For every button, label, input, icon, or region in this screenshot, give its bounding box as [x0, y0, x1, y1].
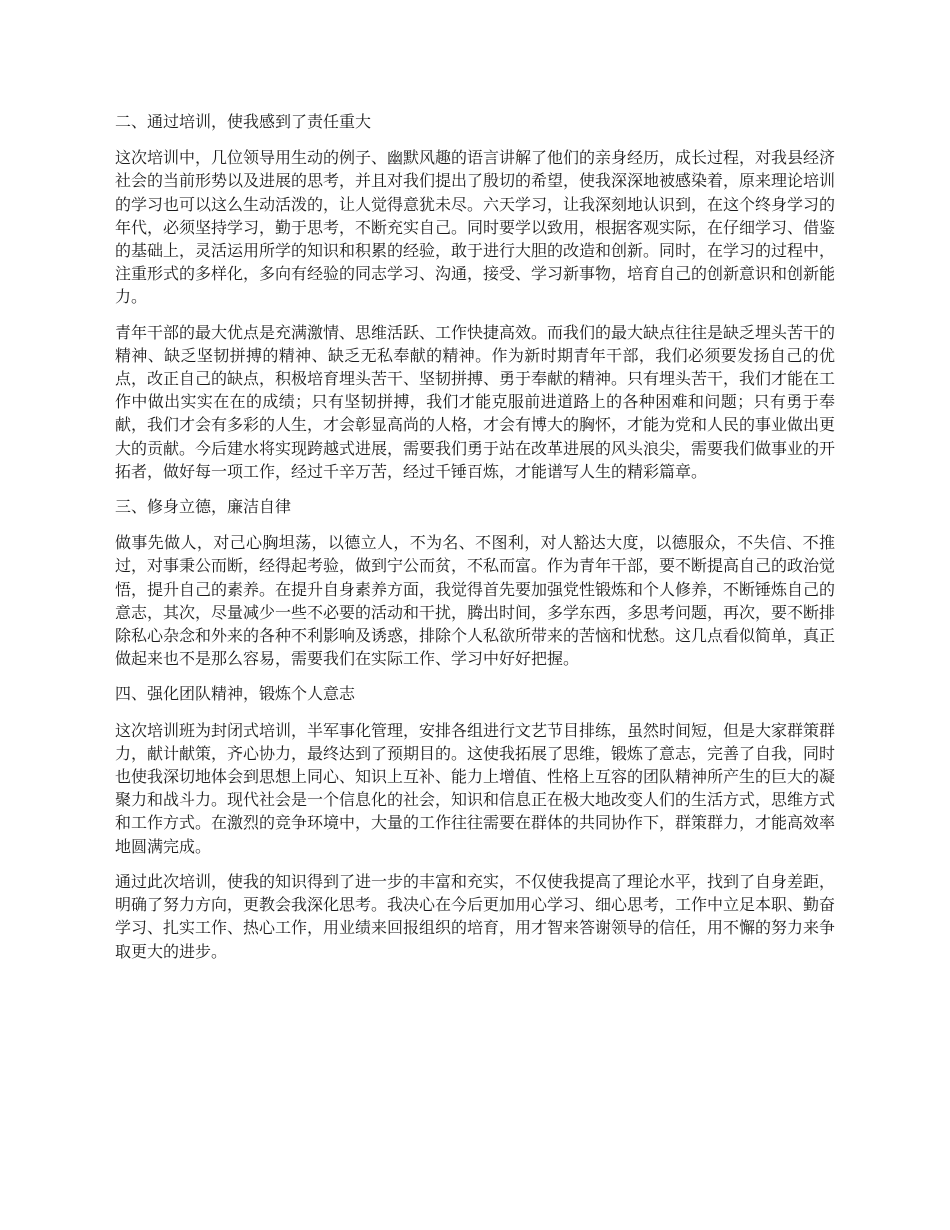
section-heading: 三、修身立德，廉洁自律 [115, 497, 292, 517]
section-responsibility [115, 110, 835, 483]
paragraph: 这次培训中，几位领导用生动的例子、幽默风趣的语言讲解了他们的亲身经历，成长过程，对我县经济社会的当前形势以及进展的思考，并且对我们提出了殷切的希望，使我深深地被感染着，原来理论培训的学习也可以这么生动活泼的，让人觉得意犹未尽。六天学习，让我深刻地认识到，在这个终身学习的年代，必须坚持学习，勤于思考，不断充实自己。同时要学以致用，根据客观实际，在仔细学习、借鉴的基础上，灵活运用所学的知识和积累的经验，敢于进行大胆的改造和创新。同时，在学习的过程中，注重形式的多样化，多向有经验的同志学习、沟通，接受、学习新事物，培育自己的创新意识和创新能力。 [115, 148, 836, 307]
paragraph: 做事先做人，对己心胸坦荡，以德立人，不为名、不图利，对人豁达大度，以德服众，不失信、不推过，对事秉公而断，经得起考验，做到宁公而贫，不私而富。作为青年干部，要不断提高自己的政治觉悟，提升自己的素养。在提升自身素养方面，我觉得首先要加强党性锻炼和个人修养，不断锤炼自己的意志，其次，尽量减少一些不必要的活动和干扰，腾出时间，多学东西，多思考问题，再次，要不断排除私心杂念和外来的各种不利影响及诱惑，排除个人私欲所带来的苦恼和忧愁。这几点看似简单，真正做起来也不是那么容易，需要我们在实际工作、学习中好好把握。 [115, 533, 836, 669]
section-team-spirit [115, 682, 835, 962]
document-page [115, 110, 835, 975]
section-self-discipline [115, 495, 835, 670]
section-heading: 二、通过培训，使我感到了责任重大 [115, 112, 372, 131]
paragraph: 青年干部的最大优点是充满激情、思维活跃、工作快捷高效。而我们的最大缺点往往是缺乏埋头苦干的精神、缺乏坚韧拼搏的精神、缺乏无私奉献的精神。作为新时期青年干部，我们必须要发扬自己的优点，改正自己的缺点，积极培育埋头苦干、坚韧拼搏、勇于奉献的精神。只有埋头苦干，我们才能在工作中做出实实在在的成绩；只有坚韧拼搏，我们才能克服前进道路上的各种困难和问题；只有勇于奉献，我们才会有多彩的人生，才会彰显高尚的人格，才会有博大的胸怀，才能为党和人民的事业做出更大的贡献。今后建水将实现跨越式进展，需要我们勇于站在改革进展的风头浪尖，需要我们做事业的开拓者，做好每一项工作，经过千辛万苦，经过千锤百炼，才能谱写人生的精彩篇章。 [115, 322, 836, 481]
paragraph: 这次培训班为封闭式培训，半军事化管理，安排各组进行文艺节目排练，虽然时间短，但是大家群策群力，献计献策，齐心协力，最终达到了预期目的。这使我拓展了思维，锻炼了意志，完善了自我，同时也使我深切地体会到思想上同心、知识上互补、能力上增值、性格上互容的团队精神所产生的巨大的凝聚力和战斗力。现代社会是一个信息化的社会，知识和信息正在极大地改变人们的生活方式，思维方式和工作方式。在激烈的竞争环境中，大量的工作往往需要在群体的共同协作下，群策群力，才能高效率地圆满完成。 [115, 720, 836, 856]
section-heading: 四、强化团队精神，锻炼个人意志 [115, 684, 356, 704]
paragraph: 通过此次培训，使我的知识得到了进一步的丰富和充实，不仅使我提高了理论水平，找到了自身差距，明确了努力方向，更教会我深化思考。我决心在今后更加用心学习、细心思考，工作中立足本职、勤奋学习、扎实工作、热心工作，用业绩来回报组织的培育，用才智来答谢领导的信任，用不懈的努力来争取更大的进步。 [115, 871, 836, 961]
